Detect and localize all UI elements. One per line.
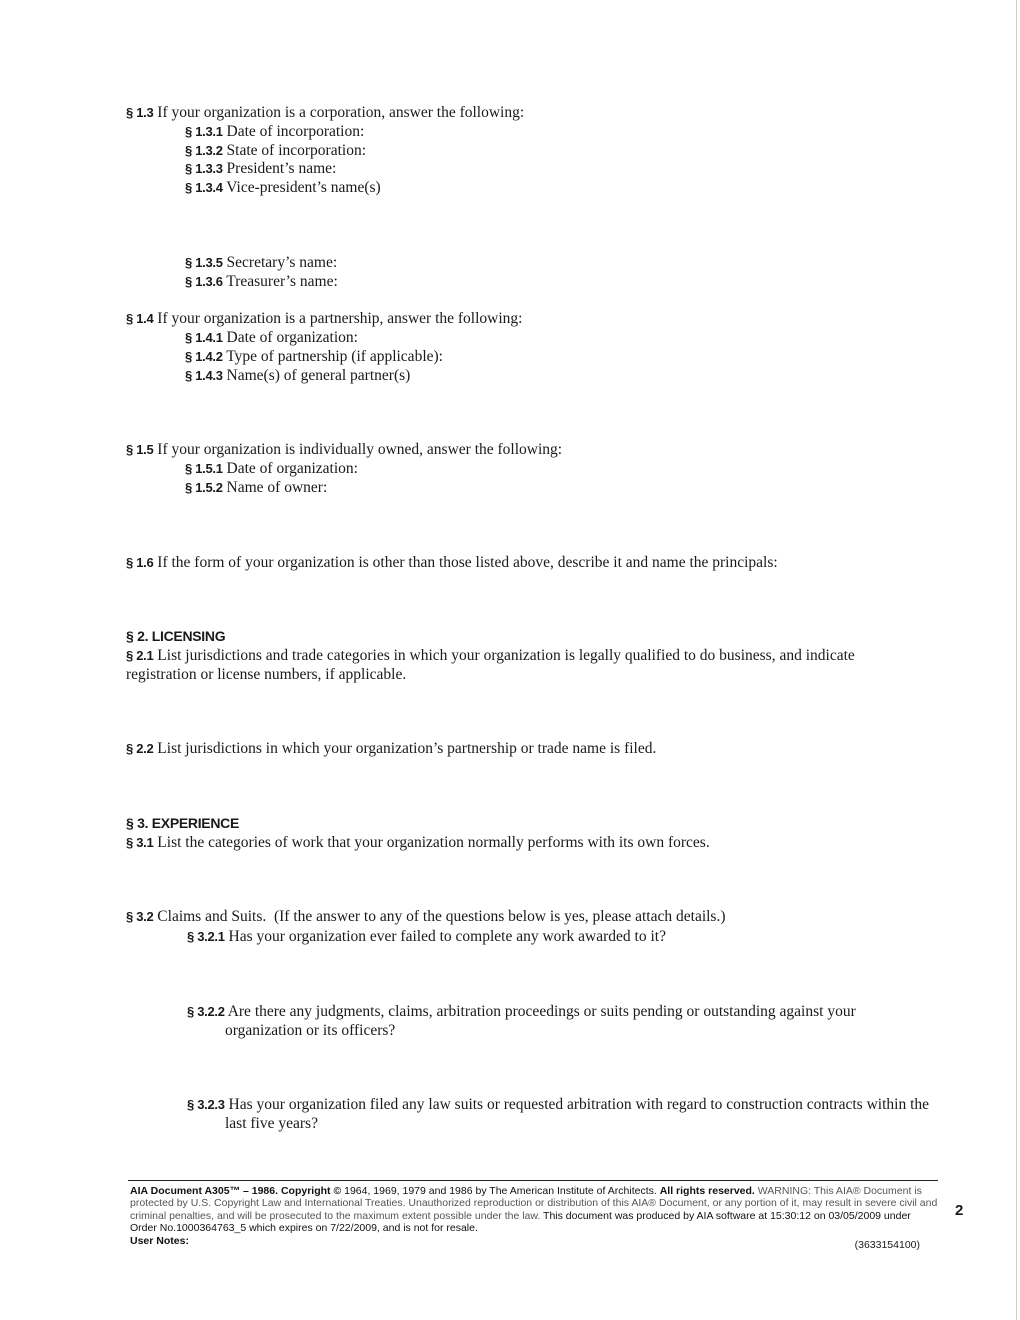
section-3-heading: § 3. EXPERIENCE xyxy=(126,815,240,831)
section-1-4-3: § 1.4.3 Name(s) of general partner(s) xyxy=(185,367,411,384)
section-1-3-5: § 1.3.5 Secretary’s name: xyxy=(185,254,338,271)
section-1-5-1: § 1.5.1 Date of organization: xyxy=(185,460,358,477)
section-3-2-3: § 3.2.3 Has your organization filed any law suits or requested arbitration with regard to construction contracts within the last five years? xyxy=(187,1096,930,1132)
section-1-3: § 1.3 If your organization is a corporation, answer the following: xyxy=(126,104,525,121)
section-3-2-2: § 3.2.2 Are there any judgments, claims, arbitration proceedings or suits pending or outstanding against your organization or its officers? xyxy=(187,1003,856,1039)
section-1-5: § 1.5 If your organization is individually owned, answer the following: xyxy=(126,441,563,458)
section-2-heading: § 2. LICENSING xyxy=(126,628,226,644)
section-2-2: § 2.2 List jurisdictions in which your organization’s partnership or trade name is filed. xyxy=(126,740,657,757)
section-1-3-1: § 1.3.1 Date of incorporation: xyxy=(185,123,365,140)
footer-notice: AIA Document A305™ – 1986. Copyright © 1964, 1969, 1979 and 1986 by The American Institute of Architects. All rights reserved. WARNING: This AIA® Document is protected by U.S. Copyright Law and International Treaties. Unauthorized reproduction or distribution of this AIA® Document, or any portion of it, may result in severe civil and criminal penalties, and will be prosecuted to the maximum extent possible under the law. This document was produced by AIA software at 15:30:12 on 03/05/2009 under Order No.1000364763_5 which expires on 7/22/2009, and is not for resale. User Notes: xyxy=(130,1185,938,1247)
section-3-2: § 3.2 Claims and Suits. (If the answer to any of the questions below is yes, please attach details.) xyxy=(126,908,726,925)
section-3-1: § 3.1 List the categories of work that your organization normally performs with its own forces. xyxy=(126,834,710,851)
section-3-2-1: § 3.2.1 Has your organization ever failed to complete any work awarded to it? xyxy=(187,928,666,945)
section-1-3-4: § 1.3.4 Vice-president’s name(s) xyxy=(185,179,381,196)
section-1-3-3: § 1.3.3 President’s name: xyxy=(185,160,337,177)
scan-edge xyxy=(1016,0,1017,1320)
document-id: (3633154100) xyxy=(854,1239,920,1251)
section-2-1: § 2.1 List jurisdictions and trade categories in which your organization is legally qualified to do business, and indicate registration or license numbers, if applicable. xyxy=(126,647,855,683)
footer-rule xyxy=(128,1180,938,1181)
section-1-6: § 1.6 If the form of your organization is other than those listed above, describe it and name the principals: xyxy=(126,554,778,571)
section-1-5-2: § 1.5.2 Name of owner: xyxy=(185,479,328,496)
section-1-4: § 1.4 If your organization is a partnership, answer the following: xyxy=(126,310,523,327)
page-number: 2 xyxy=(955,1202,964,1219)
section-1-3-2: § 1.3.2 State of incorporation: xyxy=(185,142,367,159)
section-1-3-6: § 1.3.6 Treasurer’s name: xyxy=(185,273,338,290)
section-1-4-1: § 1.4.1 Date of organization: xyxy=(185,329,358,346)
section-1-4-2: § 1.4.2 Type of partnership (if applicable): xyxy=(185,348,443,365)
